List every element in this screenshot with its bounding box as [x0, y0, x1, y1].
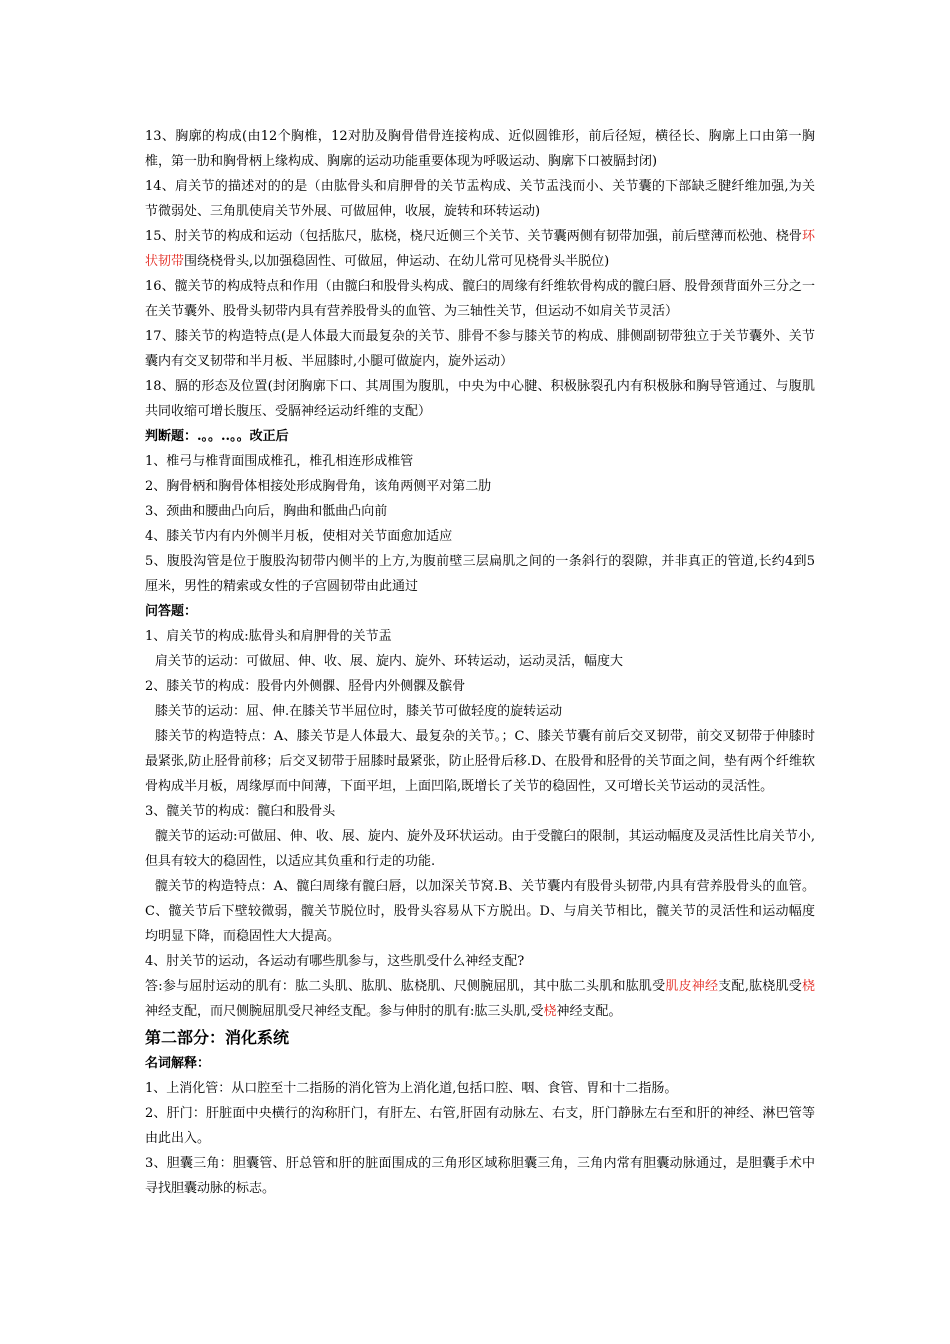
item-text: 围绕桡骨头,以加强稳固性、可做屈，伸运动、在幼儿常可见桡骨头半脱位) — [184, 254, 610, 269]
answer-paragraph: 膝关节的运动：屈、伸.在膝关节半屈位时，膝关节可做轻度的旋转运动 — [155, 704, 563, 719]
list-item — [145, 224, 815, 274]
list-item: 5、腹股沟管是位于腹股沟韧带内侧半的上方,为腹前壁三层扁肌之间的一条斜行的裂隙，并非真正的管道,长约4到5厘米，男性的精索或女性的子宫圆韧带由此通过 — [145, 554, 815, 594]
question: 4、肘关节的运动，各运动有哪些肌参与，这些肌受什么神经支配? — [145, 954, 525, 969]
answer-text: 神经支配，而尺侧腕屈肌受尺神经支配。参与伸肘的肌有:肱三头肌,受 — [145, 1004, 544, 1019]
answer-paragraph: 膝关节的构造特点：A、膝关节是人体最大、最复杂的关节。；C、膝关节囊有前后交叉韧带，前交叉韧带于伸膝时最紧张,防止胫骨前移；后交叉韧带于屈膝时最紧张，防止胫骨后移.D、在股骨和胫骨的关节面之间，垫有两个纤维软骨构成半月板，周缘厚而中间薄，下面平坦，上面凹陷,既增长了关节的稳固性，又可增长关节运动的灵活性。 — [145, 729, 815, 794]
answer-text: 支配,肱桡肌受 — [718, 979, 802, 994]
answer-paragraph: 髋关节的运动:可做屈、伸、收、展、旋内、旋外及环状运动。由于受髋臼的限制，其运动幅度及灵活性比肩关节小,但具有较大的稳固性，以适应其负重和行走的功能. — [145, 829, 815, 869]
list-item: 2、肝门：肝脏面中央横行的沟称肝门，有肝左、右管,肝固有动脉左、右支，肝门静脉左右至和肝的神经、淋巴管等由此出入。 — [145, 1106, 815, 1146]
question: 3、髋关节的构成：髋臼和股骨头 — [145, 804, 336, 819]
answer-paragraph: 髋关节的构造特点：A、髋臼周缘有髋臼唇，以加深关节窝.B、关节囊内有股骨头韧带,内具有营养股骨头的血管。C、髋关节后下壁较微弱，髋关节脱位时，股骨头容易从下方脱出。D、与肩关节相比，髋关节的灵活性和运动幅度均明显下降，而稳固性大大提高。 — [145, 879, 815, 944]
answer-text: 神经支配。 — [556, 1004, 622, 1019]
list-item: 16、髋关节的构成特点和作用（由髋臼和股骨头构成、髋臼的周缘有纤维软骨构成的髋臼唇、股骨颈背面外三分之一在关节囊外、股骨头韧带内具有营养股骨头的血管、为三轴性关节，但运动不如肩关节灵活） — [145, 279, 815, 319]
list-item: 1、椎弓与椎背面围成椎孔，椎孔相连形成椎管 — [145, 454, 414, 469]
list-item: 4、膝关节内有内外侧半月板，使相对关节面愈加适应 — [145, 529, 453, 544]
section-heading-terms: 名词解释： — [145, 1056, 211, 1071]
part-heading: 第二部分：消化系统 — [145, 1028, 290, 1047]
list-item: 3、胆囊三角：胆囊管、肝总管和肝的脏面围成的三角形区域称胆囊三角，三角内常有胆囊动脉通过，是胆囊手术中寻找胆囊动脉的标志。 — [145, 1156, 815, 1196]
item-text: 15、肘关节的构成和运动（包括肱尺，肱桡，桡尺近侧三个关节、关节囊两侧有韧带加强，前后壁薄而松弛、桡骨 — [145, 229, 802, 244]
answer-paragraph — [145, 974, 815, 1024]
section-heading-qa: 问答题： — [145, 604, 198, 619]
highlight-text: 桡 — [543, 1004, 557, 1019]
highlight-text: 环状韧带 — [145, 229, 815, 269]
list-item: 13、胸廓的构成(由12个胸椎，12对肋及胸骨借骨连接构成、近似圆锥形，前后径短，横径长、胸廓上口由第一胸椎，第一肋和胸骨柄上缘构成、胸廓的运动功能重要体现为呼吸运动、胸廓下口被膈封闭) — [145, 129, 815, 169]
question: 1、肩关节的构成:肱骨头和肩胛骨的关节盂 — [145, 629, 392, 644]
list-item: 3、颈曲和腰曲凸向后，胸曲和骶曲凸向前 — [145, 504, 388, 519]
list-item: 2、胸骨柄和胸骨体相接处形成胸骨角，该角两侧平对第二肋 — [145, 479, 492, 494]
question: 2、膝关节的构成：股骨内外侧髁、胫骨内外侧髁及髌骨 — [145, 679, 466, 694]
list-item: 17、膝关节的构造特点(是人体最大而最复杂的关节、腓骨不参与膝关节的构成、腓侧副韧带独立于关节囊外、关节囊内有交叉韧带和半月板、半屈膝时,小腿可做旋内，旋外运动） — [145, 329, 815, 369]
highlight-text: 肌皮神经 — [665, 979, 719, 994]
list-item: 1、上消化管：从口腔至十二指肠的消化管为上消化道,包括口腔、咽、食管、胃和十二指肠。 — [145, 1081, 678, 1096]
section-heading-judge: 判断题：.。。..。。改正后 — [145, 429, 289, 444]
document-page — [145, 124, 815, 1201]
answer-paragraph: 肩关节的运动：可做屈、伸、收、展、旋内、旋外、环转运动，运动灵活，幅度大 — [155, 654, 624, 669]
list-item: 18、膈的形态及位置(封闭胸廓下口、其周围为腹肌，中央为中心腱、积极脉裂孔内有积极脉和胸导管通过、与腹肌共同收缩可增长腹压、受膈神经运动纤维的支配） — [145, 379, 815, 419]
answer-text: 答:参与屈肘运动的肌有：肱二头肌、肱肌、肱桡肌、尺侧腕屈肌，其中肱二头肌和肱肌受 — [145, 979, 666, 994]
highlight-text: 桡 — [801, 979, 815, 994]
list-item: 14、肩关节的描述对的的是（由肱骨头和肩胛骨的关节盂构成、关节盂浅而小、关节囊的下部缺乏腱纤维加强,为关节微弱处、三角肌使肩关节外展、可做屈伸，收展，旋转和环转运动) — [145, 179, 815, 219]
